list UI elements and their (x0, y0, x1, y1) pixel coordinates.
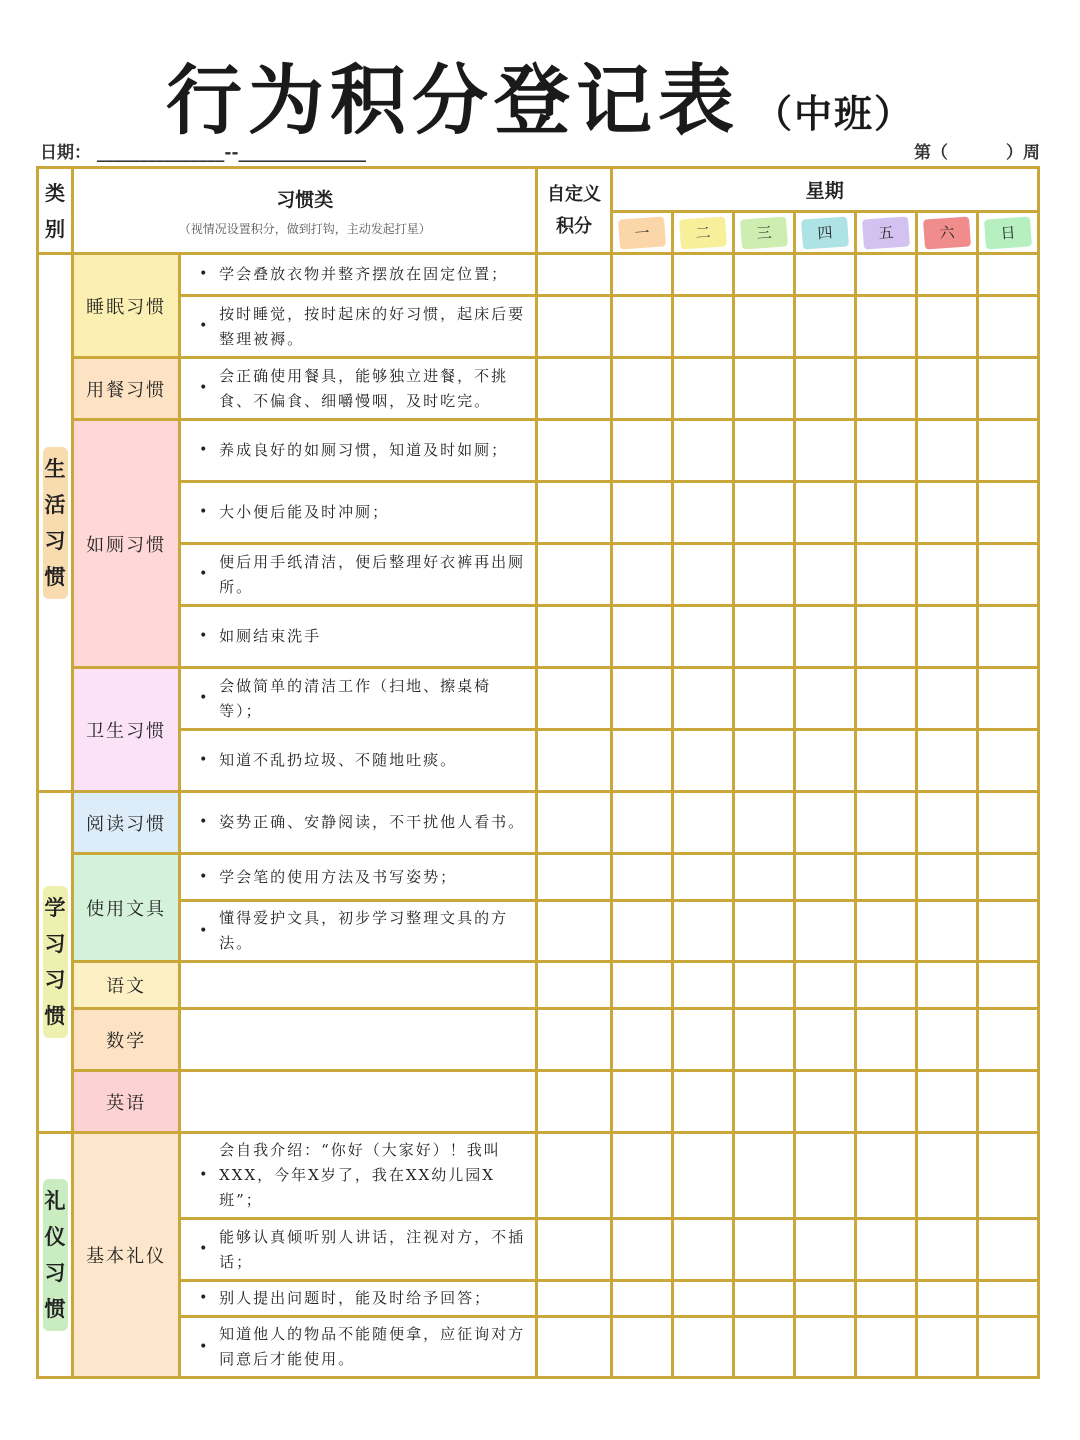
habit-item: • 学会笔的使用方法及书写姿势； (180, 854, 537, 901)
header-row-1 (38, 168, 1039, 212)
day-header-7 (977, 212, 1038, 254)
day-cell[interactable] (733, 606, 794, 668)
day-cell[interactable] (855, 254, 916, 296)
habit-item: • 姿势正确、安静阅读，不干扰他人看书。 (180, 792, 537, 854)
category-cell (38, 792, 73, 1133)
day-cell[interactable] (977, 358, 1038, 420)
score-cell[interactable] (537, 1009, 611, 1071)
day-cell[interactable] (855, 420, 916, 482)
bullet-icon: • (199, 752, 210, 768)
category-label: 生 活 习 惯 (43, 447, 68, 599)
subcategory-label: 卫生习惯 (73, 668, 180, 792)
habit-item: • 养成良好的如厕习惯，知道及时如厕； (180, 420, 537, 482)
day-cell[interactable] (672, 358, 733, 420)
bullet-icon: • (199, 814, 210, 830)
score-cell[interactable] (537, 296, 611, 358)
day-cell[interactable] (733, 1009, 794, 1071)
habit-item: • 会自我介绍：“你好（大家好）！我叫XXX，今年X岁了，我在XX幼儿园X班”； (180, 1133, 537, 1219)
bullet-icon: • (199, 318, 210, 334)
day-cell[interactable] (916, 1219, 977, 1281)
day-cell[interactable] (611, 1133, 672, 1219)
day-cell[interactable] (977, 901, 1038, 962)
day-cell[interactable] (733, 668, 794, 730)
week-label-right: ）周 (1006, 143, 1040, 163)
day-cell[interactable] (733, 482, 794, 544)
day-cell[interactable] (794, 730, 855, 792)
habit-item: • 懂得爱护文具，初步学习整理文具的方法。 (180, 901, 537, 962)
day-cell[interactable] (672, 1133, 733, 1219)
habit-item (180, 1071, 537, 1133)
day-cell[interactable] (855, 1133, 916, 1219)
bullet-icon: • (199, 1167, 210, 1183)
habit-item (180, 962, 537, 1009)
header-category (38, 168, 73, 254)
score-cell[interactable] (537, 668, 611, 730)
day-cell[interactable] (611, 668, 672, 730)
day-cell[interactable] (672, 962, 733, 1009)
header-score-label: 自定义 积分 (547, 183, 602, 237)
habit-item: • 会做简单的清洁工作（扫地、擦桌椅等）； (180, 668, 537, 730)
day-cell[interactable] (611, 1219, 672, 1281)
day-cell[interactable] (916, 420, 977, 482)
day-cell[interactable] (733, 358, 794, 420)
day-cell[interactable] (794, 962, 855, 1009)
day-cell[interactable] (794, 1009, 855, 1071)
table-row (38, 854, 1039, 901)
table-row (38, 792, 1039, 854)
score-cell[interactable] (537, 358, 611, 420)
day-cell[interactable] (855, 358, 916, 420)
day-cell[interactable] (733, 1071, 794, 1133)
category-label: 学 习 习 惯 (43, 886, 68, 1038)
day-cell[interactable] (977, 962, 1038, 1009)
bullet-icon: • (199, 628, 210, 644)
day-cell[interactable] (855, 296, 916, 358)
score-cell[interactable] (537, 792, 611, 854)
day-header-6 (916, 212, 977, 254)
table-row (38, 254, 1039, 296)
day-cell[interactable] (733, 1133, 794, 1219)
day-cell[interactable] (733, 254, 794, 296)
subcategory-label: 英语 (73, 1071, 180, 1133)
day-cell[interactable] (672, 1219, 733, 1281)
table-row (38, 482, 1039, 544)
day-cell[interactable] (672, 606, 733, 668)
day-cell[interactable] (672, 482, 733, 544)
day-cell[interactable] (977, 1281, 1038, 1317)
day-cell[interactable] (794, 296, 855, 358)
day-cell[interactable] (977, 254, 1038, 296)
day-cell[interactable] (794, 606, 855, 668)
score-cell[interactable] (537, 254, 611, 296)
day-cell[interactable] (855, 1219, 916, 1281)
day-cell[interactable] (672, 1009, 733, 1071)
header-score (537, 168, 611, 254)
score-cell[interactable] (537, 1133, 611, 1219)
day-cell[interactable] (916, 792, 977, 854)
day-cell[interactable] (977, 668, 1038, 730)
bullet-icon: • (199, 566, 210, 582)
day-cell[interactable] (733, 730, 794, 792)
score-cell[interactable] (537, 1071, 611, 1133)
table-row (38, 1317, 1039, 1378)
day-cell[interactable] (977, 730, 1038, 792)
day-cell[interactable] (672, 1071, 733, 1133)
day-cell[interactable] (916, 254, 977, 296)
habit-item: • 学会叠放衣物并整齐摆放在固定位置； (180, 254, 537, 296)
day-cell[interactable] (855, 1071, 916, 1133)
day-cell[interactable] (855, 1281, 916, 1317)
score-table-body (38, 168, 1039, 1378)
bullet-icon: • (199, 922, 210, 939)
day-cell[interactable] (611, 792, 672, 854)
day-cell[interactable] (672, 1281, 733, 1317)
table-row (38, 962, 1039, 1009)
page-title-wrap (0, 40, 1080, 149)
table-row (38, 544, 1039, 606)
score-cell[interactable] (537, 1317, 611, 1378)
bullet-icon: • (199, 504, 210, 520)
subcategory-label: 如厕习惯 (73, 420, 180, 668)
day-cell[interactable] (916, 482, 977, 544)
day-cell[interactable] (855, 901, 916, 962)
day-cell[interactable] (977, 1219, 1038, 1281)
day-cell[interactable] (916, 358, 977, 420)
day-header-4 (794, 212, 855, 254)
subcategory-label: 使用文具 (73, 854, 180, 962)
day-cell[interactable] (733, 792, 794, 854)
day-cell[interactable] (855, 792, 916, 854)
day-cell[interactable] (794, 1317, 855, 1378)
day-cell[interactable] (916, 1317, 977, 1378)
table-row (38, 730, 1039, 792)
score-cell[interactable] (537, 901, 611, 962)
day-cell[interactable] (855, 606, 916, 668)
day-chip: 日 (984, 216, 1032, 249)
score-cell[interactable] (537, 854, 611, 901)
page-title: 行为积分登记表 (165, 56, 740, 145)
day-cell[interactable] (855, 962, 916, 1009)
day-cell[interactable] (916, 544, 977, 606)
category-cell (38, 254, 73, 792)
day-cell[interactable] (733, 420, 794, 482)
day-header-3 (733, 212, 794, 254)
day-cell[interactable] (794, 1071, 855, 1133)
day-cell[interactable] (611, 254, 672, 296)
bullet-icon: • (199, 868, 210, 885)
day-cell[interactable] (611, 606, 672, 668)
score-cell[interactable] (537, 730, 611, 792)
day-cell[interactable] (733, 544, 794, 606)
day-cell[interactable] (672, 544, 733, 606)
category-cell (38, 1133, 73, 1378)
day-cell[interactable] (733, 1317, 794, 1378)
habit-item: • 知道他人的物品不能随便拿，应征询对方同意后才能使用。 (180, 1317, 537, 1378)
table-row (38, 1281, 1039, 1317)
day-cell[interactable] (794, 482, 855, 544)
day-cell[interactable] (794, 1281, 855, 1317)
category-label: 礼 仪 习 惯 (43, 1179, 68, 1331)
day-cell[interactable] (611, 1071, 672, 1133)
table-row (38, 296, 1039, 358)
table-row (38, 1219, 1039, 1281)
day-cell[interactable] (977, 606, 1038, 668)
day-cell[interactable] (794, 358, 855, 420)
day-cell[interactable] (611, 1009, 672, 1071)
habit-item: • 大小便后能及时冲厕； (180, 482, 537, 544)
day-cell[interactable] (916, 606, 977, 668)
week-line (914, 138, 1040, 163)
day-cell[interactable] (611, 1281, 672, 1317)
day-cell[interactable] (977, 296, 1038, 358)
day-cell[interactable] (611, 962, 672, 1009)
table-row (38, 901, 1039, 962)
day-cell[interactable] (794, 420, 855, 482)
day-cell[interactable] (916, 1133, 977, 1219)
day-cell[interactable] (611, 1317, 672, 1378)
score-cell[interactable] (537, 606, 611, 668)
header-week: 星期 (611, 168, 1038, 212)
subcategory-label: 基本礼仪 (73, 1133, 180, 1378)
day-cell[interactable] (916, 1071, 977, 1133)
day-cell[interactable] (916, 901, 977, 962)
day-cell[interactable] (611, 730, 672, 792)
day-header-2 (672, 212, 733, 254)
habit-item (180, 1009, 537, 1071)
page-subtitle: （中班） (753, 92, 914, 136)
week-label-left: 第（ (914, 143, 948, 163)
day-cell[interactable] (916, 962, 977, 1009)
day-chip: 五 (862, 216, 910, 249)
day-chip: 六 (923, 216, 971, 249)
day-cell[interactable] (977, 544, 1038, 606)
day-cell[interactable] (611, 544, 672, 606)
day-cell[interactable] (977, 1071, 1038, 1133)
day-cell[interactable] (672, 901, 733, 962)
score-cell[interactable] (537, 1281, 611, 1317)
day-cell[interactable] (611, 420, 672, 482)
day-cell[interactable] (733, 1219, 794, 1281)
table-row (38, 1133, 1039, 1219)
day-cell[interactable] (855, 1317, 916, 1378)
day-cell[interactable] (794, 792, 855, 854)
habit-item: • 能够认真倾听别人讲话，注视对方，不插话； (180, 1219, 537, 1281)
day-cell[interactable] (733, 1281, 794, 1317)
subcategory-label: 数学 (73, 1009, 180, 1071)
bullet-icon: • (199, 380, 210, 396)
day-cell[interactable] (855, 544, 916, 606)
day-cell[interactable] (977, 792, 1038, 854)
score-cell[interactable] (537, 420, 611, 482)
day-cell[interactable] (977, 482, 1038, 544)
table-row (38, 1071, 1039, 1133)
day-cell[interactable] (977, 1317, 1038, 1378)
day-cell[interactable] (794, 254, 855, 296)
date-line (40, 138, 366, 163)
day-cell[interactable] (977, 1133, 1038, 1219)
subcategory-label: 语文 (73, 962, 180, 1009)
day-header-1 (611, 212, 672, 254)
score-cell[interactable] (537, 544, 611, 606)
header-habit-note: （视情况设置积分，做到打钩，主动发起打星） (178, 221, 431, 236)
day-cell[interactable] (855, 482, 916, 544)
day-cell[interactable] (733, 854, 794, 901)
day-cell[interactable] (916, 730, 977, 792)
day-cell[interactable] (672, 1317, 733, 1378)
table-row (38, 420, 1039, 482)
habit-item: • 按时睡觉，按时起床的好习惯，起床后要整理被褥。 (180, 296, 537, 358)
day-cell[interactable] (916, 1009, 977, 1071)
score-cell[interactable] (537, 1219, 611, 1281)
day-chip: 二 (679, 216, 727, 249)
score-table (36, 166, 1040, 1379)
day-cell[interactable] (611, 482, 672, 544)
day-cell[interactable] (855, 1009, 916, 1071)
date-blank[interactable]: _______________--_______________ (96, 143, 367, 163)
day-cell[interactable] (611, 358, 672, 420)
day-cell[interactable] (611, 296, 672, 358)
table-row (38, 668, 1039, 730)
day-cell[interactable] (733, 901, 794, 962)
habit-item: • 别人提出问题时，能及时给予回答； (180, 1281, 537, 1317)
day-chip: 一 (618, 216, 666, 249)
score-cell[interactable] (537, 962, 611, 1009)
score-cell[interactable] (537, 482, 611, 544)
day-cell[interactable] (916, 296, 977, 358)
day-cell[interactable] (794, 1219, 855, 1281)
habit-item: • 便后用手纸清洁，便后整理好衣裤再出厕所。 (180, 544, 537, 606)
header-habit-label: 习惯类 (276, 188, 334, 211)
subcategory-label: 用餐习惯 (73, 358, 180, 420)
habit-item: • 知道不乱扔垃圾、不随地吐痰。 (180, 730, 537, 792)
day-cell[interactable] (733, 296, 794, 358)
day-cell[interactable] (855, 730, 916, 792)
day-chip: 四 (801, 216, 849, 249)
day-cell[interactable] (611, 854, 672, 901)
day-cell[interactable] (916, 1281, 977, 1317)
day-header-5 (855, 212, 916, 254)
table-row (38, 358, 1039, 420)
day-cell[interactable] (794, 854, 855, 901)
day-cell[interactable] (916, 854, 977, 901)
day-cell[interactable] (733, 962, 794, 1009)
day-cell[interactable] (977, 1009, 1038, 1071)
day-chip: 三 (740, 216, 788, 249)
habit-item: • 会正确使用餐具，能够独立进餐，不挑食、不偏食、细嚼慢咽，及时吃完。 (180, 358, 537, 420)
day-cell[interactable] (794, 544, 855, 606)
subcategory-label: 睡眠习惯 (73, 254, 180, 358)
day-cell[interactable] (794, 901, 855, 962)
day-cell[interactable] (794, 1133, 855, 1219)
day-cell[interactable] (794, 668, 855, 730)
habit-item: • 如厕结束洗手 (180, 606, 537, 668)
header-habit (73, 168, 537, 254)
day-cell[interactable] (977, 420, 1038, 482)
day-cell[interactable] (672, 296, 733, 358)
day-cell[interactable] (672, 254, 733, 296)
day-cell[interactable] (672, 792, 733, 854)
bullet-icon: • (199, 1338, 210, 1355)
day-cell[interactable] (855, 668, 916, 730)
day-cell[interactable] (611, 901, 672, 962)
header-category-label: 类 别 (45, 180, 66, 241)
bullet-icon: • (199, 690, 210, 706)
day-cell[interactable] (672, 730, 733, 792)
day-cell[interactable] (977, 854, 1038, 901)
table-row (38, 606, 1039, 668)
bullet-icon: • (199, 1241, 210, 1257)
day-cell[interactable] (916, 668, 977, 730)
date-label: 日期： (40, 143, 91, 163)
subcategory-label: 阅读习惯 (73, 792, 180, 854)
table-row (38, 1009, 1039, 1071)
bullet-icon: • (199, 1290, 210, 1306)
day-cell[interactable] (672, 420, 733, 482)
bullet-icon: • (199, 442, 210, 458)
day-cell[interactable] (672, 854, 733, 901)
day-cell[interactable] (672, 668, 733, 730)
day-cell[interactable] (855, 854, 916, 901)
bullet-icon: • (199, 266, 210, 282)
